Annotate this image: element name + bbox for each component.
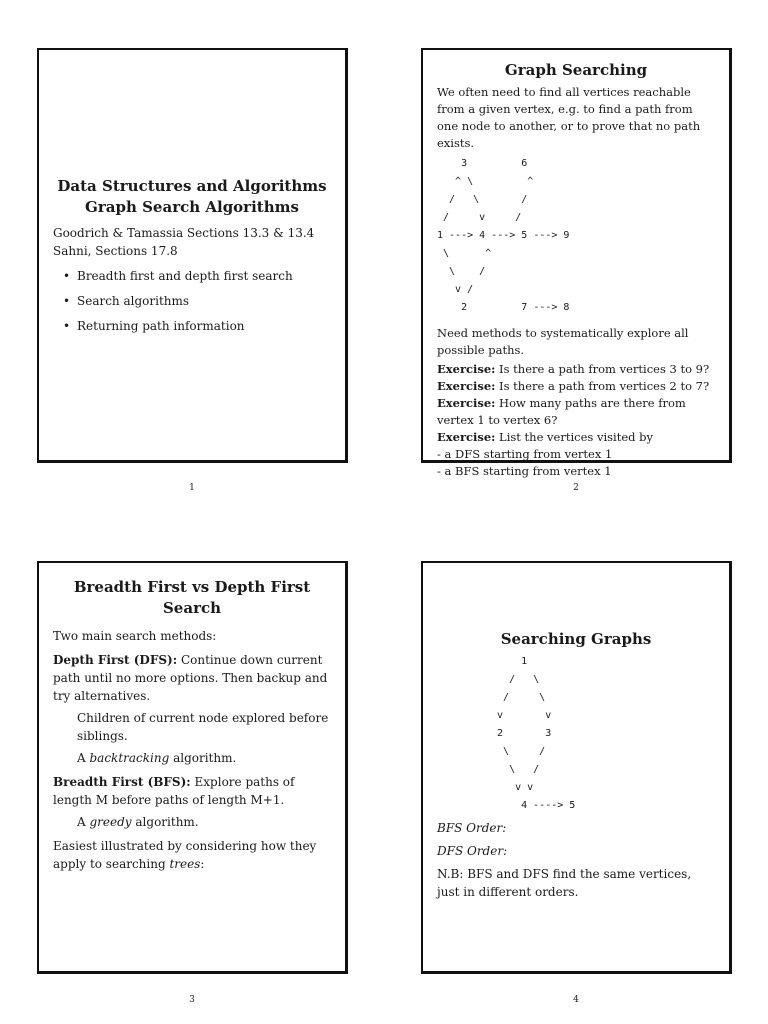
bfs-greedy-note: A greedy algorithm. <box>77 815 199 829</box>
slide-2 <box>421 48 732 478</box>
slide-3-title: Breadth First vs Depth First Search <box>73 578 311 617</box>
page-number-3: 3 <box>189 995 195 1005</box>
slide-4 <box>421 561 732 974</box>
bfs-description: Breadth First (BFS): Explore paths of length M before paths of length M+1. <box>53 775 295 807</box>
reference-sahni: Sahni, Sections 17.8 <box>53 244 178 258</box>
exercise-3: Exercise: How many paths are there from vertex 1 to vertex 6? <box>437 396 686 427</box>
exercise-label: Exercise: <box>437 430 496 444</box>
dfs-label: Depth First (DFS): <box>53 653 178 667</box>
slide-1-title-line-2: Graph Search Algorithms <box>85 198 299 216</box>
topic-list <box>53 267 331 335</box>
trees-note: Easiest illustrated by considering how they apply to searching trees: <box>53 839 317 871</box>
bfs-label: Breadth First (BFS): <box>53 775 191 789</box>
slide-3 <box>37 561 348 974</box>
slide-2-title: Graph Searching <box>504 61 648 79</box>
exercise-label: Exercise: <box>437 362 496 376</box>
reference-goodrich: Goodrich & Tamassia Sections 13.3 & 13.4 <box>53 226 315 240</box>
dfs-start-line: - a DFS starting from vertex 1 <box>437 447 613 461</box>
list-item: • Breadth first and depth first search <box>53 267 331 285</box>
tree-diagram: 1 / \ / \ v v 2 3 \ / \ / v v 4 ----> 5 <box>497 656 576 811</box>
page-number-2: 2 <box>573 483 579 493</box>
exercise-1: Exercise: Is there a path from vertices 3 to 9? <box>437 362 710 376</box>
dfs-backtracking-note: A backtracking algorithm. <box>77 751 237 765</box>
page-number-1: 1 <box>189 483 195 493</box>
exercise-label: Exercise: <box>437 379 496 393</box>
nb-note: N.B: BFS and DFS find the same vertices, just in different orders. <box>437 867 692 899</box>
page-number-4: 4 <box>573 995 579 1005</box>
slide-4-title: Searching Graphs <box>500 630 652 648</box>
intro-text: Two main search methods: <box>53 629 217 643</box>
exercise-4: Exercise: List the vertices visited by <box>437 430 654 444</box>
dfs-order-label: DFS Order: <box>437 844 508 858</box>
graph-diagram: 3 6 ^ \ ^ / \ / / v / 1 ---> 4 ---> 5 ---> 9 \ ^ \ / v / 2 7 ---> 8 <box>437 158 570 313</box>
list-item: • Search algorithms <box>53 292 331 310</box>
dfs-children-note: Children of current node explored before siblings. <box>77 711 329 743</box>
bfs-order-label: BFS Order: <box>437 821 507 835</box>
list-item: • Returning path information <box>53 317 331 335</box>
methods-text: Need methods to systematically explore all possible paths. <box>437 326 689 357</box>
slide-1 <box>37 48 348 463</box>
exercise-label: Exercise: <box>437 396 496 410</box>
intro-text: We often need to find all vertices reachable from a given vertex, e.g. to find a path from one node to another, or to prove that no path exists. <box>437 85 701 150</box>
slide-1-title-line-1: Data Structures and Algorithms <box>57 177 327 195</box>
exercise-2: Exercise: Is there a path from vertices 2 to 7? <box>437 379 710 393</box>
bfs-start-line: - a BFS starting from vertex 1 <box>437 464 612 478</box>
dfs-description: Depth First (DFS): Continue down current path until no more options. Then backup and try alternatives. <box>53 653 328 703</box>
